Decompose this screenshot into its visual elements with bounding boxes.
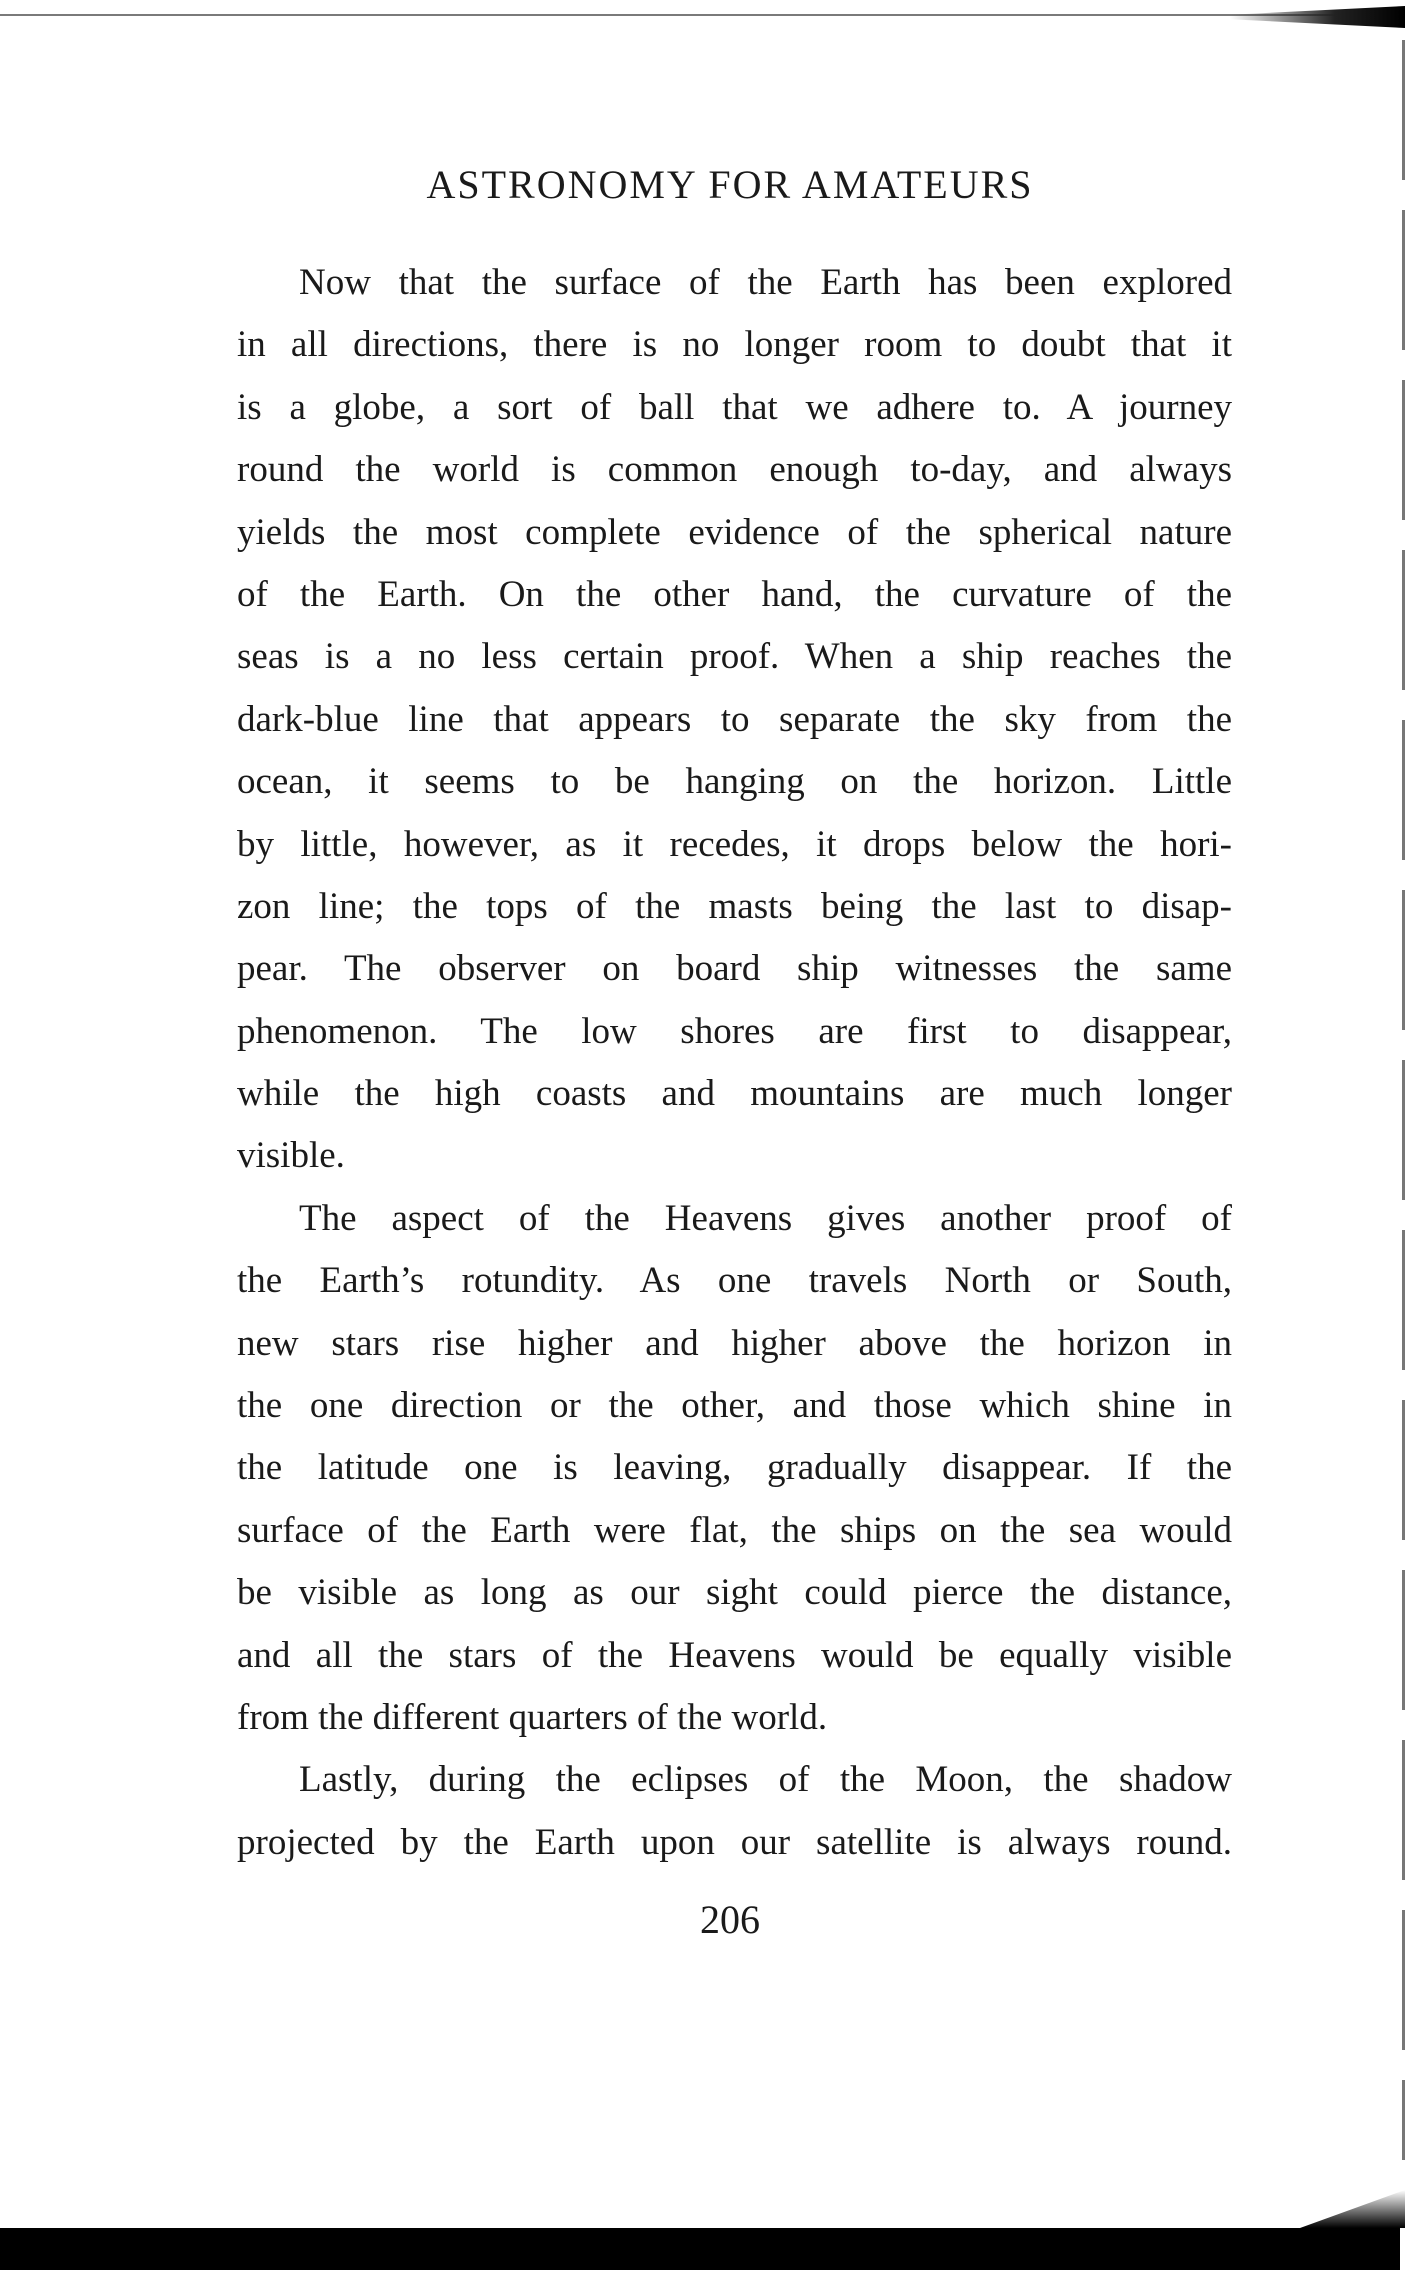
- page-top-rule: [0, 14, 1390, 16]
- text-line: in all directions, there is no longer room to doubt that it: [237, 324, 1232, 366]
- text-line: of the Earth. On the other hand, the curvature of the: [237, 573, 1232, 615]
- text-line: and all the stars of the Heavens would be equally visible: [237, 1634, 1232, 1676]
- page-body-text: [237, 252, 1232, 1874]
- page-number: 206: [700, 1897, 760, 1942]
- text-line: round the world is common enough to-day, and always: [237, 449, 1232, 491]
- running-head: ASTRONOMY FOR AMATEURS: [426, 162, 1034, 207]
- text-line: is a globe, a sort of ball that we adhere to. A journey: [237, 386, 1232, 428]
- scan-right-edge-shadow: [1402, 40, 1405, 2160]
- text-line: projected by the Earth upon our satellite is always round.: [237, 1821, 1232, 1863]
- text-line: dark-blue line that appears to separate the sky from the: [237, 698, 1232, 740]
- text-line: pear. The observer on board ship witnesses the same: [237, 948, 1232, 990]
- text-line: be visible as long as our sight could pierce the distance,: [237, 1572, 1232, 1614]
- text-line: seas is a no less certain proof. When a ship reaches the: [237, 636, 1232, 678]
- text-line: new stars rise higher and higher above the horizon in: [237, 1322, 1232, 1364]
- scan-bottom-corner-shadow: [1300, 2190, 1405, 2228]
- text-line: Now that the surface of the Earth has been explored: [299, 262, 1232, 303]
- text-line: the latitude one is leaving, gradually disappear. If the: [237, 1447, 1232, 1489]
- text-line: phenomenon. The low shores are first to disappear,: [237, 1010, 1232, 1052]
- text-line: surface of the Earth were flat, the ships on the sea would: [237, 1509, 1232, 1551]
- text-line: while the high coasts and mountains are much longer: [237, 1073, 1232, 1115]
- text-line: The aspect of the Heavens gives another proof of: [299, 1197, 1232, 1239]
- text-line: the one direction or the other, and those which shine in: [237, 1385, 1232, 1427]
- text-line: by little, however, as it recedes, it drops below the hori-: [237, 823, 1232, 865]
- text-line: visible.: [237, 1135, 345, 1177]
- text-line: ocean, it seems to be hanging on the horizon. Little: [237, 761, 1232, 803]
- scan-top-edge-shadow: [1230, 6, 1405, 28]
- text-line: the Earth’s rotundity. As one travels North or South,: [237, 1260, 1232, 1302]
- text-line: zon line; the tops of the masts being the last to disap-: [237, 885, 1232, 927]
- text-line: yields the most complete evidence of the spherical nature: [237, 511, 1232, 553]
- text-line: Lastly, during the eclipses of the Moon, the shadow: [299, 1759, 1232, 1801]
- scan-bottom-border: [0, 2228, 1400, 2270]
- text-line: from the different quarters of the world.: [237, 1696, 828, 1738]
